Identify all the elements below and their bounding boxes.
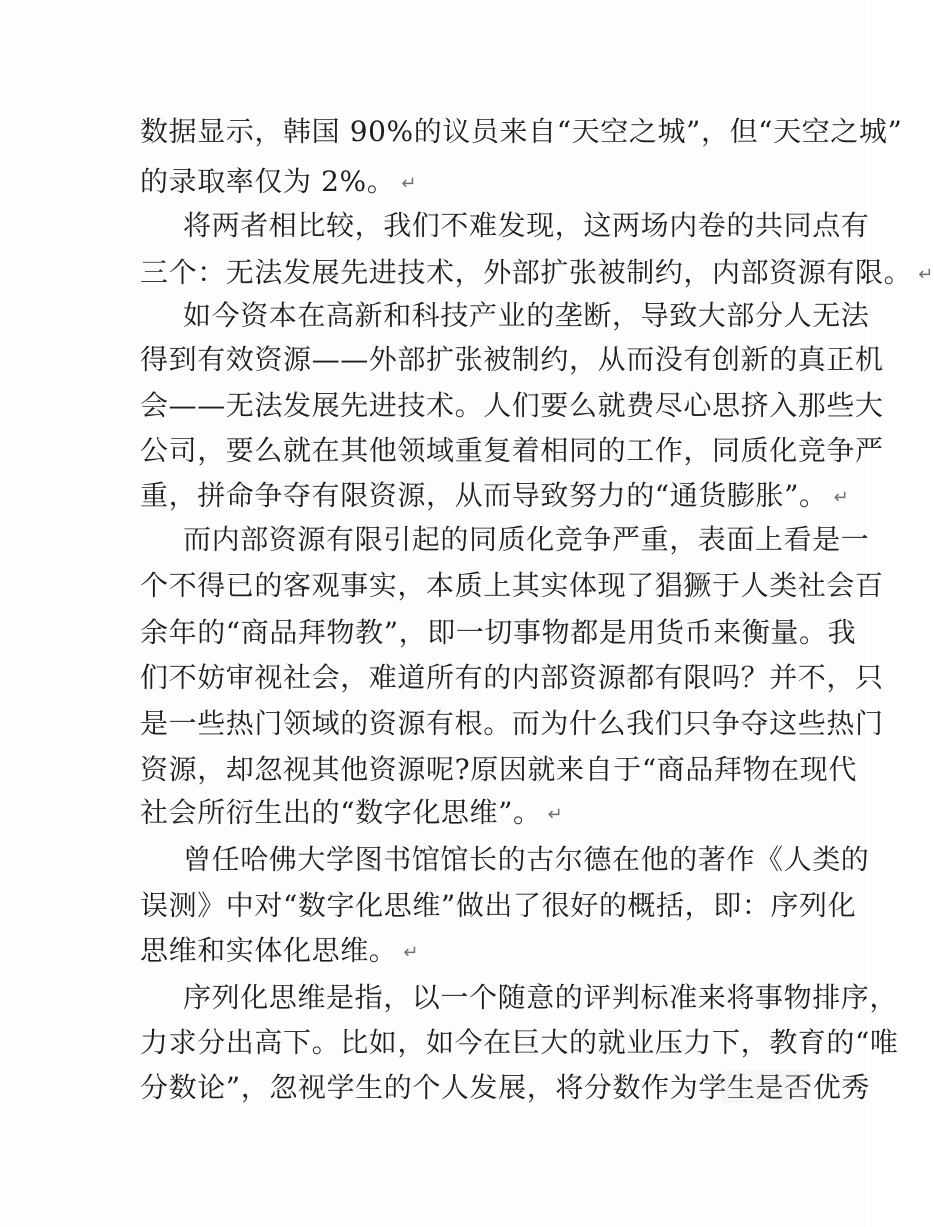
line-text: 三个：无法发展先进技术，外部扩张被制约，内部资源有限。 bbox=[140, 256, 913, 289]
line-text: 序列化思维是指，以一个随意的评判标准来将事物排序， bbox=[183, 981, 899, 1014]
text-line bbox=[140, 388, 884, 424]
line-text: 社会所衍生出的“数字化思维”。 bbox=[140, 796, 542, 829]
line-text: 分数论”，忽视学生的个人发展，将分数作为学生是否优秀 bbox=[140, 1071, 870, 1104]
text-line bbox=[140, 933, 419, 971]
line-text: 的录取率仅为 2%。 bbox=[140, 165, 396, 198]
line-text: 个不得已的客观事实，本质上其实体现了猖獗于人类社会百 bbox=[140, 569, 884, 602]
paragraph-mark-icon: ↵ bbox=[833, 486, 850, 508]
text-line bbox=[183, 522, 869, 558]
text-line bbox=[140, 1025, 899, 1061]
line-text: 们不妨审视社会，难道所有的内部资源都有限吗？并不，只 bbox=[140, 661, 884, 694]
text-line bbox=[140, 706, 884, 742]
line-text: 数据显示，韩国 90%的议员来自“天空之城”，但“天空之城” bbox=[140, 115, 903, 148]
line-text: 曾任哈佛大学图书馆馆长的古尔德在他的著作《人类的 bbox=[183, 843, 870, 876]
text-line bbox=[140, 752, 857, 788]
text-line bbox=[140, 114, 902, 150]
text-line bbox=[140, 433, 884, 469]
line-text: 将两者相比较，我们不难发现，这两场内卷的共同点有 bbox=[183, 209, 870, 242]
text-line bbox=[140, 888, 856, 924]
text-line bbox=[140, 615, 856, 651]
line-text: 而内部资源有限引起的同质化竞争严重，表面上看是一 bbox=[183, 523, 870, 556]
line-text: 思维和实体化思维。 bbox=[140, 934, 398, 967]
line-text: 资源，却忽视其他资源呢?原因就来自于“商品拜物在现代 bbox=[140, 753, 857, 786]
text-line bbox=[140, 660, 884, 696]
text-line bbox=[183, 298, 869, 334]
line-text: 如今资本在高新和科技产业的垄断，导致大部分人无法 bbox=[183, 299, 870, 332]
text-line bbox=[140, 478, 849, 516]
line-text: 误测》中对“数字化思维”做出了很好的概括，即：序列化 bbox=[140, 889, 857, 922]
text-line bbox=[183, 208, 869, 244]
line-text: 力求分出高下。比如，如今在巨大的就业压力下，教育的“唯 bbox=[140, 1026, 899, 1059]
text-line bbox=[140, 342, 884, 378]
line-text: 余年的“商品拜物教”，即一切事物都是用货币来衡量。我 bbox=[140, 616, 857, 649]
line-text: 重，拼命争夺有限资源，从而导致努力的“通货膨胀”。 bbox=[140, 479, 828, 512]
faint-watermark bbox=[721, 1071, 811, 1103]
text-line bbox=[183, 842, 869, 878]
line-text: 得到有效资源——外部扩张被制约，从而没有创新的真正机 bbox=[140, 343, 884, 376]
paragraph-mark-icon: ↵ bbox=[918, 263, 934, 285]
paragraph-mark-icon: ↵ bbox=[403, 941, 420, 963]
paragraph-mark-icon: ↵ bbox=[401, 172, 418, 194]
text-line bbox=[140, 255, 934, 293]
text-line bbox=[140, 795, 563, 833]
text-line bbox=[140, 164, 417, 202]
text-line bbox=[183, 980, 898, 1016]
text-line bbox=[140, 568, 884, 604]
line-text: 是一些热门领域的资源有根。而为什么我们只争夺这些热门 bbox=[140, 707, 884, 740]
line-text: 公司，要么就在其他领域重复着相同的工作，同质化竞争严 bbox=[140, 434, 884, 467]
line-text: 会——无法发展先进技术。人们要么就费尽心思挤入那些大 bbox=[140, 389, 884, 422]
paragraph-mark-icon: ↵ bbox=[547, 803, 564, 825]
